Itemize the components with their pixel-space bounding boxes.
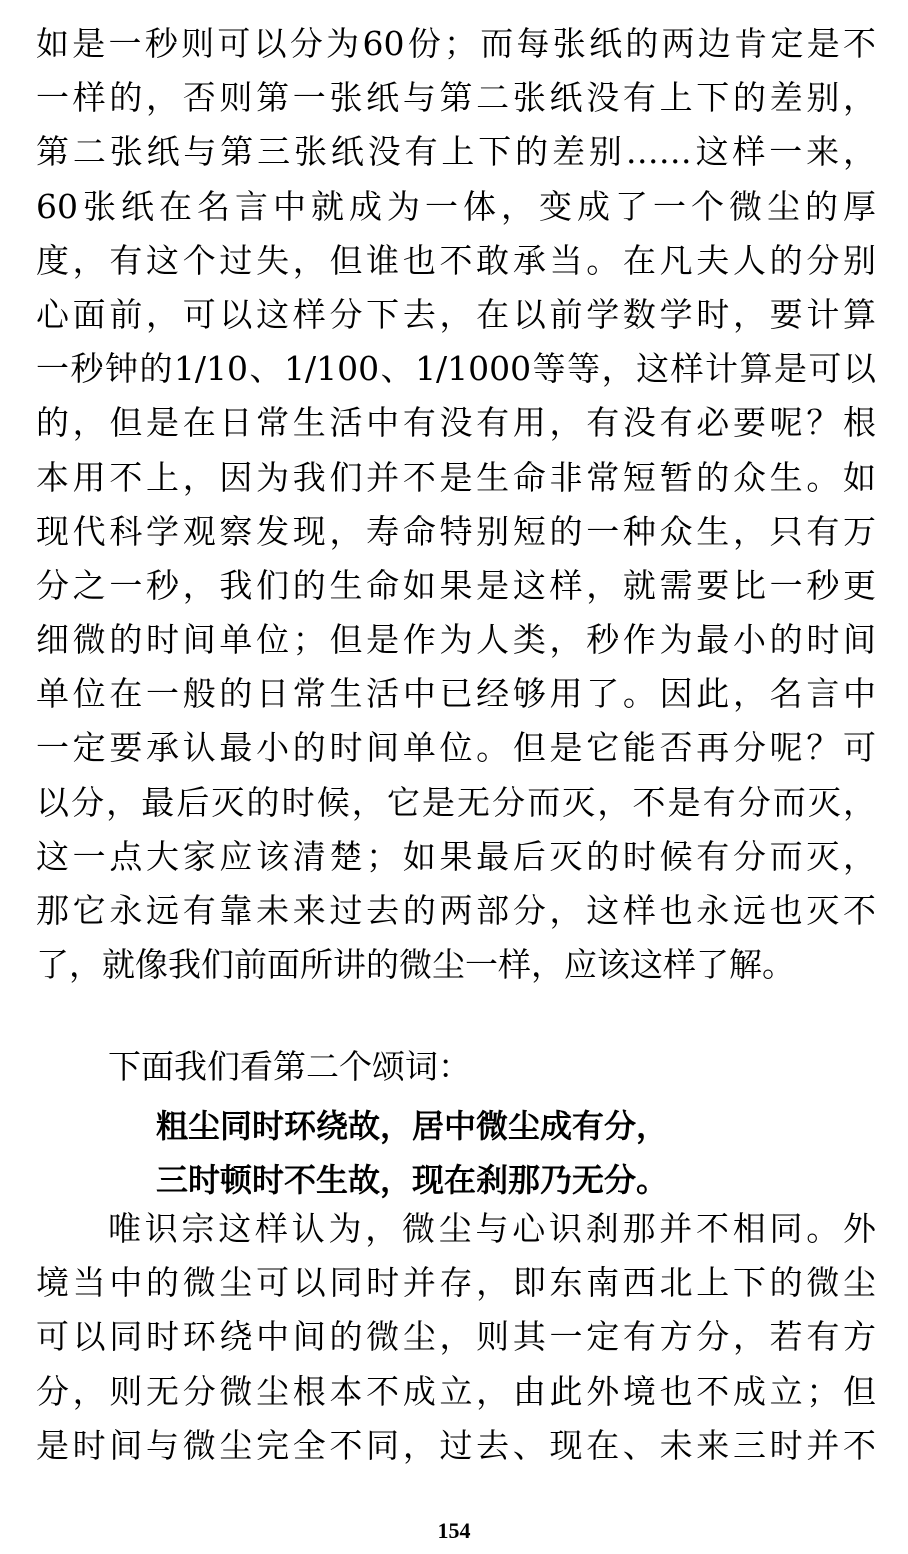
text-line: 可以同时环绕中间的微尘，则其一定有方分，若有方 <box>36 1317 876 1357</box>
text-line: 现代科学观察发现，寿命特别短的一种众生，只有万 <box>36 511 876 551</box>
text-line: 了，就像我们前面所讲的微尘一样，应该这样了解。 <box>36 945 795 985</box>
text-line: 的，但是在日常生活中有没有用，有没有必要呢？根 <box>36 403 876 443</box>
text-line: 第二张纸与第三张纸没有上下的差别……这样一来， <box>36 132 876 172</box>
text-line: 那它永远有靠未来过去的两部分，这样也永远也灭不 <box>36 891 876 930</box>
verse-line: 三时顿时不生故，现在刹那乃无分。 <box>156 1161 669 1199</box>
text-line: 境当中的微尘可以同时并存，即东南西北上下的微尘 <box>36 1263 876 1303</box>
text-line: 60张纸在名言中就成为一体，变成了一个微尘的厚 <box>36 186 876 226</box>
text-line: 一秒钟的1/10、1/100、1/1000等等，这样计算是可以 <box>36 349 876 389</box>
text-line: 分之一秒，我们的生命如果是这样，就需要比一秒更 <box>36 565 876 605</box>
verse-block <box>156 1099 876 1207</box>
verse-intro-text: 下面我们看第二个颂词： <box>108 1047 471 1086</box>
text-line: 细微的时间单位；但是作为人类，秒作为最小的时间 <box>36 620 876 660</box>
text-line: 这一点大家应该清楚；如果最后灭的时候有分而灭， <box>36 836 876 876</box>
text-line: 唯识宗这样认为，微尘与心识刹那并不相同。外 <box>108 1209 876 1248</box>
text-line: 如是一秒则可以分为60份；而每张纸的两边肯定是不 <box>36 24 876 63</box>
page-number: 154 <box>437 1518 471 1543</box>
body-paragraph-1 <box>36 17 876 992</box>
text-line: 一定要承认最小的时间单位。但是它能否再分呢？可 <box>36 728 876 768</box>
verse-line: 粗尘同时环绕故，居中微尘成有分， <box>156 1107 669 1145</box>
text-line: 一样的，否则第一张纸与第二张纸没有上下的差别， <box>36 78 876 118</box>
text-line: 本用不上，因为我们并不是生命非常短暂的众生。如 <box>36 457 876 497</box>
verse-intro <box>108 1040 868 1094</box>
text-line: 是时间与微尘完全不同，过去、现在、未来三时并不 <box>36 1425 876 1465</box>
text-line: 单位在一般的日常生活中已经够用了。因此，名言中 <box>36 674 876 714</box>
text-line: 心面前，可以这样分下去，在以前学数学时，要计算 <box>36 294 876 334</box>
text-line: 以分，最后灭的时候，它是无分而灭，不是有分而灭， <box>36 782 876 822</box>
text-line: 分，则无分微尘根本不成立，由此外境也不成立；但 <box>36 1371 876 1411</box>
text-line: 度，有这个过失，但谁也不敢承当。在凡夫人的分别 <box>36 240 876 280</box>
body-paragraph-2 <box>36 1202 876 1473</box>
